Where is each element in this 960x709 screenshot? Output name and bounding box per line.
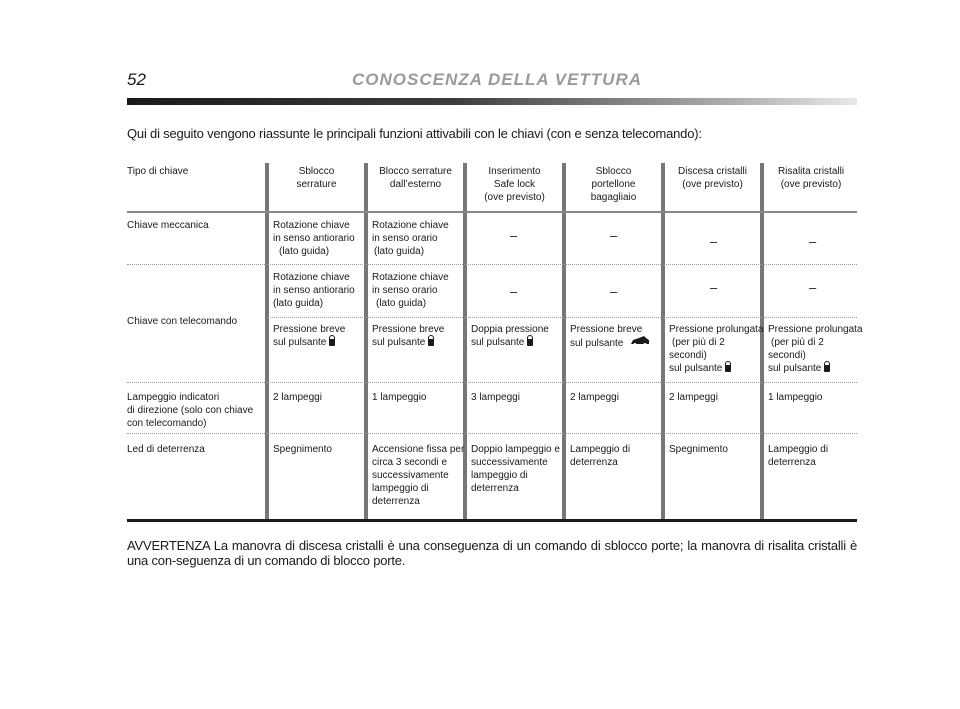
car-tailgate-icon: [630, 336, 650, 350]
cell-dash: –: [610, 228, 618, 243]
cell: Accensione fissa per circa 3 secondi e successivamente lampeggio di deterrenza: [372, 444, 465, 507]
column-header-key-type: Tipo di chiave: [127, 166, 189, 177]
intro-text: Qui di seguito vengono riassunte le principali funzioni attivabili con le chiavi (con e senza telecomando):: [127, 126, 702, 141]
cell-dash: –: [710, 280, 718, 295]
cell: 2 lampeggi: [669, 392, 718, 403]
column-separator: [562, 163, 566, 521]
row-label-deterrent-led: Led di deterrenza: [127, 444, 205, 455]
column-header-unlock: Sblocco serrature: [296, 166, 337, 190]
cell-dash: –: [510, 284, 518, 299]
cell-dash: –: [610, 284, 618, 299]
row-divider: [127, 264, 857, 265]
cell: Rotazione chiave in senso orario (lato guida): [372, 220, 449, 257]
cell: 3 lampeggi: [471, 392, 520, 403]
row-divider: [127, 433, 857, 434]
row-label-indicators: Lampeggio indicatori di direzione (solo con chiave con telecomando): [127, 392, 254, 429]
column-separator: [661, 163, 665, 521]
cell-dash: –: [809, 280, 817, 295]
padlock-icon: [428, 339, 434, 346]
cell: 2 lampeggi: [273, 392, 322, 403]
row-label-mechanical-key: Chiave meccanica: [127, 220, 209, 231]
cell: Pressione breve sul pulsante: [570, 323, 650, 350]
cell: Rotazione chiave in senso orario (lato guida): [372, 272, 449, 309]
padlock-icon: [725, 365, 731, 372]
column-header-safe-lock: Inserimento Safe lock (ove previsto): [484, 166, 545, 203]
page-number: 52: [127, 70, 146, 89]
column-header-tailgate: Sblocco portellone bagagliaio: [590, 166, 637, 203]
cell: Pressione prolungata (per più di 2 secondi) sul pulsante: [669, 324, 764, 374]
cell: Pressione breve sul pulsante: [273, 324, 346, 348]
column-separator: [364, 163, 368, 521]
cell: Lampeggio di deterrenza: [570, 444, 631, 468]
column-separator: [265, 163, 269, 521]
cell: 1 lampeggio: [768, 392, 823, 403]
header-divider: [127, 211, 857, 213]
page-title: CONOSCENZA DELLA VETTURA: [352, 70, 643, 89]
cell-dash: –: [510, 228, 518, 243]
cell-dash: –: [809, 234, 817, 249]
cell-dash: –: [710, 234, 718, 249]
padlock-icon: [527, 339, 533, 346]
cell: Doppio lampeggio e successivamente lampeggio di deterrenza: [471, 444, 560, 494]
cell: Rotazione chiave in senso antiorario (lato guida): [273, 220, 355, 257]
cell: Doppia pressione sul pulsante: [471, 324, 549, 348]
cell: 2 lampeggi: [570, 392, 619, 403]
row-label-remote-key: Chiave con telecomando: [127, 316, 238, 327]
padlock-icon: [329, 339, 335, 346]
cell: Pressione breve sul pulsante: [372, 324, 445, 348]
cell: 1 lampeggio: [372, 392, 427, 403]
cell: Lampeggio di deterrenza: [768, 444, 829, 468]
column-header-windows-down: Discesa cristalli (ove previsto): [678, 166, 747, 190]
cell: Spegnimento: [669, 444, 728, 455]
row-divider: [268, 317, 857, 318]
functions-table: [127, 163, 863, 523]
column-header-windows-up: Risalita cristalli (ove previsto): [777, 166, 845, 190]
table-bottom-rule: [127, 519, 857, 522]
column-header-lock: Blocco serrature dall’esterno: [379, 166, 452, 190]
padlock-icon: [824, 365, 830, 372]
header-bar: [127, 98, 857, 105]
cell: Spegnimento: [273, 444, 332, 455]
cell: Pressione prolungata (per più di 2 secondi) sul pulsante: [768, 324, 863, 374]
warning-note: AVVERTENZA La manovra di discesa cristalli è una conseguenza di un comando di sblocco porte; la manovra di risalita cristalli è una con-seguenza di un comando di blocco porte.: [127, 538, 857, 568]
cell: Rotazione chiave in senso antiorario (lato guida): [273, 272, 355, 309]
row-divider: [127, 382, 857, 383]
